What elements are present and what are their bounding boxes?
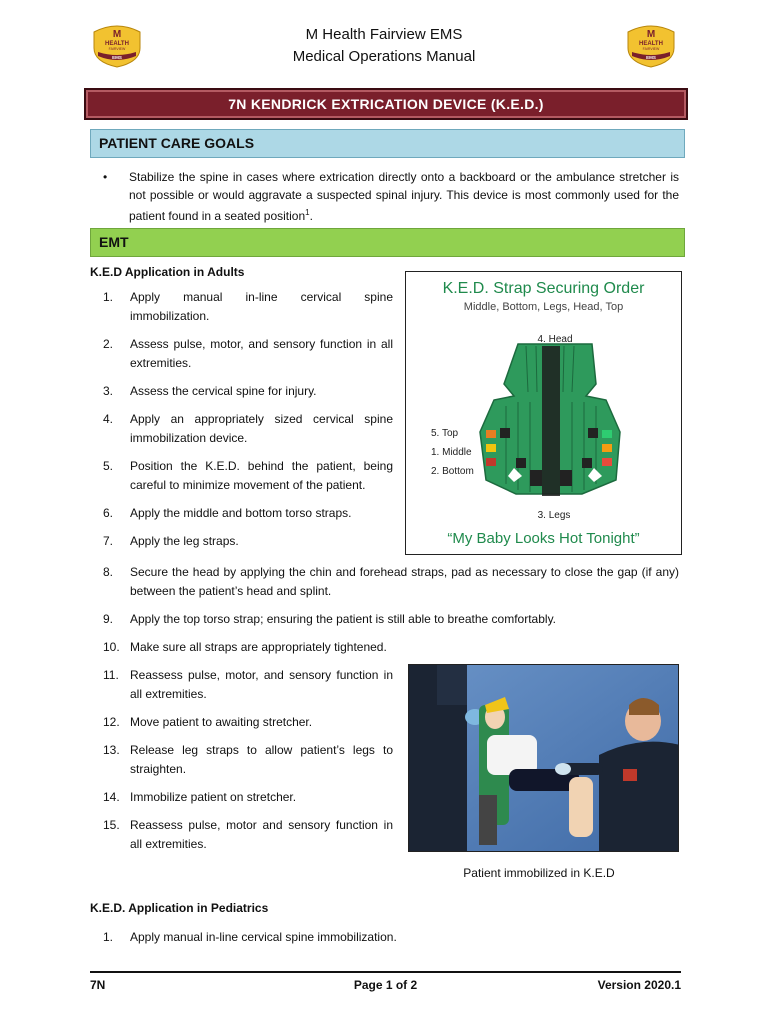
step-number: 5. xyxy=(103,459,114,473)
step-number: 11. xyxy=(103,668,119,682)
step-number: 2. xyxy=(103,337,114,351)
manual-name: Medical Operations Manual xyxy=(292,48,476,65)
step-item xyxy=(103,288,393,326)
adult-steps-list xyxy=(103,288,393,560)
svg-text:HEALTH: HEALTH xyxy=(105,41,129,47)
step-number: 8. xyxy=(103,565,114,579)
emt-section-header xyxy=(90,228,685,257)
step-item xyxy=(103,788,393,807)
step-text: Apply an appropriately sized cervical spine immobilization device. xyxy=(130,412,393,445)
photo-caption: Patient immobilized in K.E.D xyxy=(463,866,615,880)
step-item xyxy=(103,713,393,732)
step-item xyxy=(103,928,679,947)
pediatrics-subheading: K.E.D. Application in Pediatrics xyxy=(90,901,269,915)
step-item xyxy=(103,610,679,629)
figure-mnemonic: “My Baby Looks Hot Tonight” xyxy=(447,530,640,547)
step-text: Apply manual in-line cervical spine immobilization. xyxy=(130,930,397,944)
figure-subtitle: Middle, Bottom, Legs, Head, Top xyxy=(463,301,624,313)
step-text: Move patient to awaiting stretcher. xyxy=(130,715,313,729)
footer-page-number: Page 1 of 2 xyxy=(353,978,418,992)
patient-care-goal-item xyxy=(103,168,679,225)
step-text: Assess pulse, motor, and sensory function in all extremities. xyxy=(130,337,393,370)
step-item xyxy=(103,532,393,551)
step-text: Immobilize patient on stretcher. xyxy=(130,790,297,804)
ked-strap-order-figure xyxy=(405,271,682,555)
step-item xyxy=(103,410,393,448)
step-number: 7. xyxy=(103,534,114,548)
step-item xyxy=(103,457,393,495)
step-text: Make sure all straps are appropriately tightened. xyxy=(130,640,387,654)
m-health-fairview-ems-logo xyxy=(624,22,678,68)
step-text: Apply the middle and bottom torso straps. xyxy=(130,506,352,520)
step-item xyxy=(103,816,393,854)
step-item xyxy=(103,335,393,373)
ked-patient-photo xyxy=(408,664,679,852)
svg-text:FAIRVIEW: FAIRVIEW xyxy=(642,47,660,51)
footer-divider xyxy=(90,971,681,973)
organization-name: M Health Fairview EMS xyxy=(305,26,463,43)
step-text: Reassess pulse, motor and sensory function in all extremities. xyxy=(130,818,393,851)
patient-care-goal-paragraph xyxy=(129,168,679,225)
footer-version: Version 2020.1 xyxy=(597,978,681,992)
step-number: 14. xyxy=(103,790,120,804)
section-title: 7N KENDRICK EXTRICATION DEVICE (K.E.D.) xyxy=(228,96,544,112)
label-top: 5. Top xyxy=(431,428,459,439)
label-legs: 3. Legs xyxy=(537,510,571,521)
footer-section-code: 7N xyxy=(90,978,106,992)
svg-text:EMS: EMS xyxy=(112,55,122,60)
step-text: Position the K.E.D. behind the patient, being careful to minimize movement of the patient. xyxy=(130,459,393,492)
step-text: Secure the head by applying the chin and forehead straps, pad as necessary to close the gap (if any) between the patient’s head and splint. xyxy=(130,565,679,598)
svg-text:HEALTH: HEALTH xyxy=(639,41,663,47)
step-item xyxy=(103,504,393,523)
step-item xyxy=(103,382,393,401)
step-number: 1. xyxy=(103,290,114,304)
label-bottom: 2. Bottom xyxy=(431,466,474,477)
step-item xyxy=(103,666,393,704)
page-header xyxy=(0,22,768,72)
step-text: Apply manual in-line cervical spine immobilization. xyxy=(130,290,393,323)
step-text: Apply the leg straps. xyxy=(130,534,239,548)
page-footer xyxy=(90,978,681,996)
goal-trailing: . xyxy=(309,209,313,223)
label-middle: 1. Middle xyxy=(431,447,472,458)
svg-text:M: M xyxy=(646,29,656,40)
ked-patient-photo-illustration xyxy=(409,665,679,852)
pediatric-steps-list xyxy=(103,928,679,947)
step-number: 4. xyxy=(103,412,114,426)
adults-subheading: K.E.D Application in Adults xyxy=(90,265,245,279)
svg-text:M: M xyxy=(112,29,122,40)
step-number: 12. xyxy=(103,715,120,729)
svg-text:FAIRVIEW: FAIRVIEW xyxy=(108,47,126,51)
step-item xyxy=(103,563,679,601)
step-number: 6. xyxy=(103,506,114,520)
step-text: Assess the cervical spine for injury. xyxy=(130,384,317,398)
section-title-bar xyxy=(84,88,688,120)
step-text: Release leg straps to allow patient’s legs to straighten. xyxy=(130,743,393,776)
goal-text: Stabilize the spine in cases where extrication directly onto a backboard or the ambulance stretcher is not possible or would aggravate a suspected spinal injury. This device is most commonly used for the patient found in a seated position xyxy=(129,170,679,223)
adult-steps-list-continued xyxy=(103,638,393,863)
patient-care-goals-header xyxy=(90,129,685,158)
reference-superscript: 1 xyxy=(305,208,310,217)
step-number: 1. xyxy=(103,930,114,944)
step-number: 13. xyxy=(103,743,120,757)
patient-care-goals-heading: PATIENT CARE GOALS xyxy=(99,135,255,151)
step-number: 15. xyxy=(103,818,120,832)
label-head: 4. Head xyxy=(537,334,573,345)
step-text: Reassess pulse, motor, and sensory function in all extremities. xyxy=(130,668,393,701)
step-number: 3. xyxy=(103,384,114,398)
step-number: 10. xyxy=(103,640,120,654)
step-number: 9. xyxy=(103,612,114,626)
step-item xyxy=(103,741,393,779)
ked-device-illustration xyxy=(406,272,683,556)
svg-text:EMS: EMS xyxy=(646,55,656,60)
step-item xyxy=(103,638,393,657)
bullet-icon: • xyxy=(103,170,108,184)
adult-steps-list-wide xyxy=(103,563,679,638)
emt-heading: EMT xyxy=(99,234,129,250)
step-text: Apply the top torso strap; ensuring the patient is still able to breathe comfortably. xyxy=(130,612,557,626)
figure-title: K.E.D. Strap Securing Order xyxy=(442,280,645,297)
